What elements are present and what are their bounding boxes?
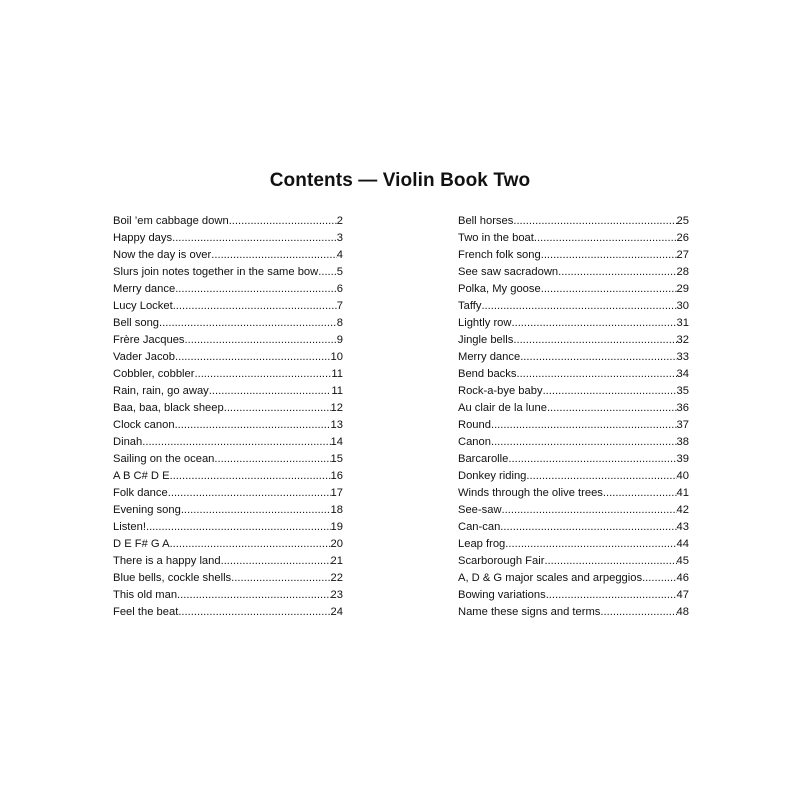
toc-entry	[113, 247, 343, 264]
toc-entry-page: 42	[676, 504, 689, 516]
toc-entry-title: Lightly row	[458, 317, 512, 329]
toc-entry	[113, 502, 343, 519]
toc-entry-page: 35	[676, 385, 689, 397]
toc-entry	[113, 553, 343, 570]
dot-leader	[513, 332, 676, 349]
toc-entry-page: 14	[330, 436, 343, 448]
toc-entry-page: 16	[330, 470, 343, 482]
toc-entry-page: 36	[676, 402, 689, 414]
dot-leader	[181, 502, 331, 519]
toc-entry-title: Vader Jacob	[113, 351, 175, 363]
toc-entry	[113, 315, 343, 332]
toc-entry-page: 45	[676, 555, 689, 567]
dot-leader	[534, 230, 677, 247]
toc-entry	[113, 536, 343, 553]
toc-column-left	[113, 213, 343, 621]
toc-entry	[458, 213, 689, 230]
toc-entry-title: Scarborough Fair	[458, 555, 545, 567]
toc-entry-page: 17	[330, 487, 343, 499]
dot-leader	[178, 604, 330, 621]
toc-entry	[458, 604, 689, 621]
dot-leader	[513, 213, 676, 230]
toc-entry-page: 44	[676, 538, 689, 550]
toc-entry-title: Sailing on the ocean	[113, 453, 215, 465]
toc-entry-title: Blue bells, cockle shells	[113, 572, 232, 584]
toc-entry-title: Listen!	[113, 521, 146, 533]
toc-entry	[113, 383, 343, 400]
dot-leader	[481, 298, 676, 315]
toc-entry-page: 10	[330, 351, 343, 363]
dot-leader	[170, 536, 331, 553]
dot-leader	[221, 553, 331, 570]
toc-entry	[113, 468, 343, 485]
dot-leader	[491, 434, 677, 451]
toc-entry-title: Bend backs	[458, 368, 517, 380]
dot-leader	[491, 417, 677, 434]
toc-entry-page: 13	[330, 419, 343, 431]
dot-leader	[175, 349, 331, 366]
toc-entry	[113, 434, 343, 451]
toc-entry-page: 9	[336, 334, 343, 346]
toc-entry-page: 5	[336, 266, 343, 278]
dot-leader	[541, 247, 677, 264]
toc-entry-title: Boil ’em cabbage down	[113, 215, 229, 227]
toc-entry-title: Taffy	[458, 300, 482, 312]
dot-leader	[544, 553, 676, 570]
toc-entry	[458, 553, 689, 570]
dot-leader	[172, 230, 337, 247]
toc-entry-page: 8	[336, 317, 343, 329]
dot-leader	[508, 451, 676, 468]
toc-entry	[113, 298, 343, 315]
toc-entry	[113, 485, 343, 502]
toc-entry	[113, 230, 343, 247]
toc-entry-page: 29	[676, 283, 689, 295]
toc-entry-page: 47	[676, 589, 689, 601]
toc-entry	[458, 519, 689, 536]
toc-entry-page: 18	[330, 504, 343, 516]
toc-entry	[113, 519, 343, 536]
toc-entry	[458, 468, 689, 485]
toc-entry-title: Dinah	[113, 436, 143, 448]
toc-entry-page: 24	[330, 606, 343, 618]
dot-leader	[231, 570, 330, 587]
toc-entry-page: 40	[676, 470, 689, 482]
toc-entry	[113, 417, 343, 434]
dot-leader	[175, 417, 331, 434]
dot-leader	[185, 332, 337, 349]
toc-entry-page: 31	[676, 317, 689, 329]
toc-entry	[458, 434, 689, 451]
dot-leader	[547, 400, 677, 417]
toc-entry	[113, 281, 343, 298]
toc-entry-title: French folk song	[458, 249, 541, 261]
dot-leader	[214, 451, 330, 468]
toc-entry-title: Winds through the olive trees	[458, 487, 603, 499]
toc-entry	[113, 587, 343, 604]
toc-entry	[113, 366, 343, 383]
toc-entry	[113, 604, 343, 621]
toc-entry-title: Rock-a-bye baby	[458, 385, 543, 397]
toc-entry-page: 4	[336, 249, 343, 261]
toc-entry	[113, 264, 343, 281]
toc-entry	[458, 417, 689, 434]
toc-entry-title: Merry dance	[458, 351, 521, 363]
toc-entry-title: Bell horses	[458, 215, 514, 227]
toc-entry-page: 25	[676, 215, 689, 227]
toc-entry-title: See saw sacradown	[458, 266, 559, 278]
toc-entry	[458, 315, 689, 332]
toc-entry-title: Clock canon	[113, 419, 175, 431]
toc-entry-title: Canon	[458, 436, 491, 448]
dot-leader	[546, 587, 677, 604]
toc-entry	[458, 230, 689, 247]
toc-entry-title: Evening song	[113, 504, 181, 516]
toc-entry-title: Can-can	[458, 521, 501, 533]
toc-entry-page: 46	[676, 572, 689, 584]
toc-entry	[458, 349, 689, 366]
dot-leader	[318, 264, 337, 281]
toc-entry-page: 2	[336, 215, 343, 227]
toc-entry-page: 6	[336, 283, 343, 295]
toc-entry-page: 48	[676, 606, 689, 618]
toc-entry	[458, 298, 689, 315]
toc-entry	[458, 383, 689, 400]
toc-entry	[113, 332, 343, 349]
toc-entry-title: Name these signs and terms	[458, 606, 601, 618]
dot-leader	[558, 264, 676, 281]
toc-entry-page: 37	[676, 419, 689, 431]
toc-entry-title: Bowing variations	[458, 589, 546, 601]
toc-entry-title: Now the day is over	[113, 249, 212, 261]
dot-leader	[142, 434, 330, 451]
dot-leader	[177, 587, 331, 604]
dot-leader	[505, 536, 676, 553]
toc-entry-page: 38	[676, 436, 689, 448]
toc-entry-page: 33	[676, 351, 689, 363]
toc-entry-title: Feel the beat	[113, 606, 179, 618]
toc-entry	[113, 451, 343, 468]
toc-entry-page: 11	[331, 385, 343, 397]
toc-entry-page: 41	[676, 487, 689, 499]
toc-entry-page: 28	[676, 266, 689, 278]
toc-entry	[113, 570, 343, 587]
toc-entry-title: Au clair de la lune	[458, 402, 547, 414]
toc-entry-page: 3	[336, 232, 343, 244]
dot-leader	[209, 383, 332, 400]
dot-leader	[600, 604, 676, 621]
toc-entry-title: Barcarolle	[458, 453, 509, 465]
dot-leader	[224, 400, 331, 417]
dot-leader	[520, 349, 676, 366]
toc-entry	[458, 451, 689, 468]
toc-entry-title: A B C# D E	[113, 470, 170, 482]
dot-leader	[526, 468, 676, 485]
dot-leader	[511, 315, 676, 332]
dot-leader	[502, 502, 677, 519]
dot-leader	[159, 315, 337, 332]
toc-entry-title: Slurs join notes together in the same bow	[113, 266, 319, 278]
toc-entry-title: Jingle bells	[458, 334, 514, 346]
toc-entry-page: 20	[330, 538, 343, 550]
dot-leader	[146, 519, 331, 536]
dot-leader	[541, 281, 677, 298]
toc-entry	[458, 587, 689, 604]
toc-entry-page: 27	[676, 249, 689, 261]
toc-entry-title: There is a happy land	[113, 555, 221, 567]
toc-entry-title: D E F# G A	[113, 538, 170, 550]
dot-leader	[229, 213, 337, 230]
toc-entry	[458, 400, 689, 417]
toc-entry	[113, 213, 343, 230]
toc-entry	[458, 332, 689, 349]
toc-entry	[458, 502, 689, 519]
dot-leader	[168, 485, 331, 502]
toc-entry-title: Baa, baa, black sheep	[113, 402, 224, 414]
toc-entry-page: 30	[676, 300, 689, 312]
toc-entry-page: 7	[336, 300, 343, 312]
toc-entry-title: Round	[458, 419, 491, 431]
toc-entry-title: Leap frog	[458, 538, 506, 550]
dot-leader	[642, 570, 676, 587]
dot-leader	[173, 298, 337, 315]
toc-entry-title: See-saw	[458, 504, 502, 516]
dot-leader	[543, 383, 677, 400]
toc-entry	[458, 485, 689, 502]
toc-entry-page: 43	[676, 521, 689, 533]
dot-leader	[175, 281, 337, 298]
toc-entry-page: 19	[330, 521, 343, 533]
toc-entry-title: Merry dance	[113, 283, 176, 295]
toc-entry-title: Rain, rain, go away	[113, 385, 209, 397]
toc-column-right	[458, 213, 689, 621]
toc-entry-page: 34	[676, 368, 689, 380]
toc-entry	[458, 247, 689, 264]
toc-entry-title: Happy days	[113, 232, 173, 244]
toc-entry-title: Donkey riding	[458, 470, 527, 482]
toc-entry-title: Cobbler, cobbler	[113, 368, 195, 380]
toc-entry	[458, 366, 689, 383]
toc-entry-page: 23	[330, 589, 343, 601]
toc-entry-page: 11	[331, 368, 343, 380]
toc-entry-title: Bell song	[113, 317, 160, 329]
toc-entry-page: 22	[330, 572, 343, 584]
toc-entry-page: 21	[330, 555, 343, 567]
toc-entry-page: 32	[676, 334, 689, 346]
toc-entry-title: Lucy Locket	[113, 300, 173, 312]
toc-entry	[113, 349, 343, 366]
toc-entry-page: 12	[330, 402, 343, 414]
toc-entry-title: Two in the boat	[458, 232, 534, 244]
toc-entry	[458, 264, 689, 281]
toc-entry	[458, 570, 689, 587]
toc-entry-page: 15	[330, 453, 343, 465]
dot-leader	[500, 519, 676, 536]
toc-entry	[113, 400, 343, 417]
dot-leader	[211, 247, 337, 264]
toc-entry	[458, 281, 689, 298]
toc-entry-title: This old man	[113, 589, 178, 601]
toc-entry-title: A, D & G major scales and arpeggios	[458, 572, 643, 584]
toc-entry	[458, 536, 689, 553]
dot-leader	[603, 485, 677, 502]
toc-entry-page: 26	[676, 232, 689, 244]
toc-entry-title: Frère Jacques	[113, 334, 185, 346]
dot-leader	[170, 468, 331, 485]
page-title: Contents — Violin Book Two	[269, 170, 531, 191]
dot-leader	[194, 366, 331, 383]
toc-entry-page: 39	[676, 453, 689, 465]
toc-entry-title: Folk dance	[113, 487, 168, 499]
toc-entry-title: Polka, My goose	[458, 283, 541, 295]
dot-leader	[516, 366, 676, 383]
